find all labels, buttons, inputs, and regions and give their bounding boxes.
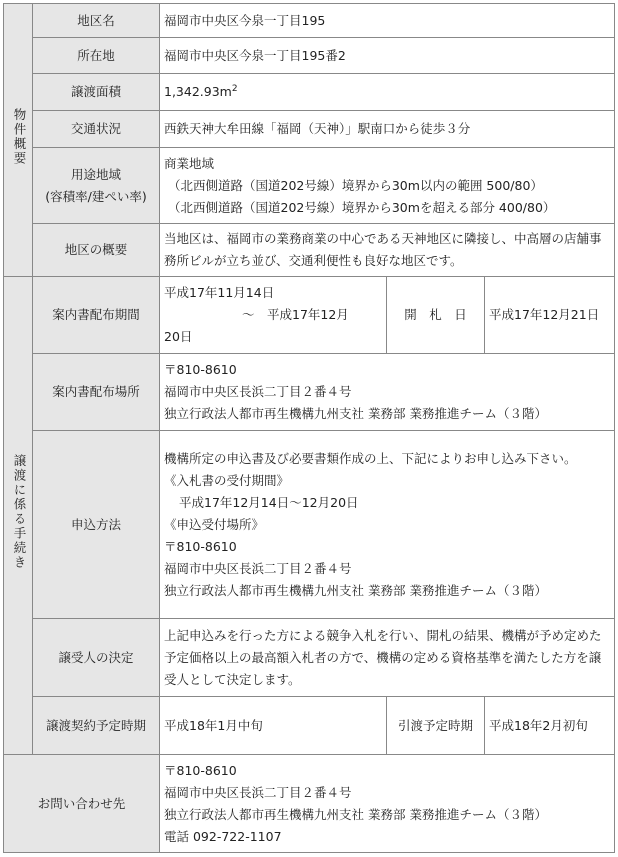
address-line: 〒810-8610 xyxy=(164,762,237,778)
area-number: 1,342.93m xyxy=(164,84,232,99)
address-line: 〒810-8610 xyxy=(164,362,237,377)
address-line: 独立行政法人都市再生機構九州支社 業務部 業務推進チーム（３階） xyxy=(164,582,547,598)
address-line: 〒810-8610 xyxy=(164,538,237,554)
zoning-value xyxy=(160,148,615,224)
application-value xyxy=(160,431,615,619)
application-intro: 機構所定の申込書及び必要書類作成の上、下記によりお申し込み下さい。 xyxy=(164,450,577,466)
bid-opening-value: 平成17年12月21日 xyxy=(485,277,615,354)
zoning-label-line1: 用途地域 xyxy=(70,166,121,182)
section-property-overview xyxy=(4,4,33,277)
distribution-place-value xyxy=(160,354,615,431)
application-period-heading: 《入札書の受付期間》 xyxy=(164,472,290,488)
access-value: 西鉄天神大牟田線「福岡（天神）」駅南口から徒歩３分 xyxy=(160,111,615,148)
zoning-line: （北西側道路（国道202号線）境界から30mを超える部分 400/80） xyxy=(168,199,556,215)
address-line: 福岡市中央区長浜二丁目２番４号 xyxy=(164,784,352,800)
zoning-line: 商業地域 xyxy=(164,155,215,171)
overview-text: 当地区は、福岡市の業務商業の中心である天神地区に隣接し、中高層の店舗事務所ビルが立ち並び、交通利便性も良好な地区です。 xyxy=(160,224,615,277)
overview-label: 地区の概要 xyxy=(33,224,160,277)
distribution-period-line3: 20日 xyxy=(164,329,193,344)
zoning-label-line2: (容積率/建ぺい率) xyxy=(45,188,147,204)
district-name-label: 地区名 xyxy=(33,4,160,38)
bid-opening-label: 開 札 日 xyxy=(387,277,485,354)
section-procedure xyxy=(4,277,33,755)
application-label: 申込方法 xyxy=(33,431,160,619)
contract-date-value: 平成18年1月中旬 xyxy=(160,697,387,755)
area-label: 譲渡面積 xyxy=(33,74,160,111)
transferee-text: 上記申込みを行った方による競争入札を行い、開札の結果、機構が予め定めた予定価格以上の最高額入札者の方で、機構の定める資格基準を満たした方を譲受人として決定します。 xyxy=(160,619,615,697)
access-label: 交通状況 xyxy=(33,111,160,148)
distribution-period-label: 案内書配布期間 xyxy=(33,277,160,354)
application-period-value: 平成17年12月14日〜12月20日 xyxy=(179,494,359,510)
area-value xyxy=(160,74,615,111)
transferee-label: 譲受人の決定 xyxy=(33,619,160,697)
address-line: 福岡市中央区長浜二丁目２番４号 xyxy=(164,560,352,576)
contact-value xyxy=(160,755,615,853)
location-label: 所在地 xyxy=(33,38,160,74)
section-property-overview-label: 物件概要 xyxy=(12,107,27,166)
section-procedure-label: 譲渡に係る手続き xyxy=(12,454,27,570)
address-line: 福岡市中央区長浜二丁目２番４号 xyxy=(164,384,352,399)
distribution-period-line1: 平成17年11月14日 xyxy=(164,285,275,300)
zoning-line: （北西側道路（国道202号線）境界から30m以内の範囲 500/80） xyxy=(168,177,543,193)
phone-line: 電話 092-722-1107 xyxy=(164,828,282,844)
area-unit-superscript: 2 xyxy=(231,83,238,94)
handover-label: 引渡予定時期 xyxy=(387,697,485,755)
application-place-heading: 《申込受付場所》 xyxy=(164,516,265,532)
address-line: 独立行政法人都市再生機構九州支社 業務部 業務推進チーム（３階） xyxy=(164,406,547,421)
district-name-value: 福岡市中央区今泉一丁目195 xyxy=(160,4,615,38)
distribution-period-line2: 〜 平成17年12月 xyxy=(242,307,349,322)
contact-label: お問い合わせ先 xyxy=(4,755,160,853)
distribution-place-label: 案内書配布場所 xyxy=(33,354,160,431)
contract-date-label: 譲渡契約予定時期 xyxy=(33,697,160,755)
location-value: 福岡市中央区今泉一丁目195番2 xyxy=(160,38,615,74)
address-line: 独立行政法人都市再生機構九州支社 業務部 業務推進チーム（３階） xyxy=(164,806,547,822)
handover-value: 平成18年2月初旬 xyxy=(485,697,615,755)
zoning-label xyxy=(33,148,160,224)
distribution-period-value xyxy=(160,277,387,354)
property-info-table xyxy=(3,3,615,853)
